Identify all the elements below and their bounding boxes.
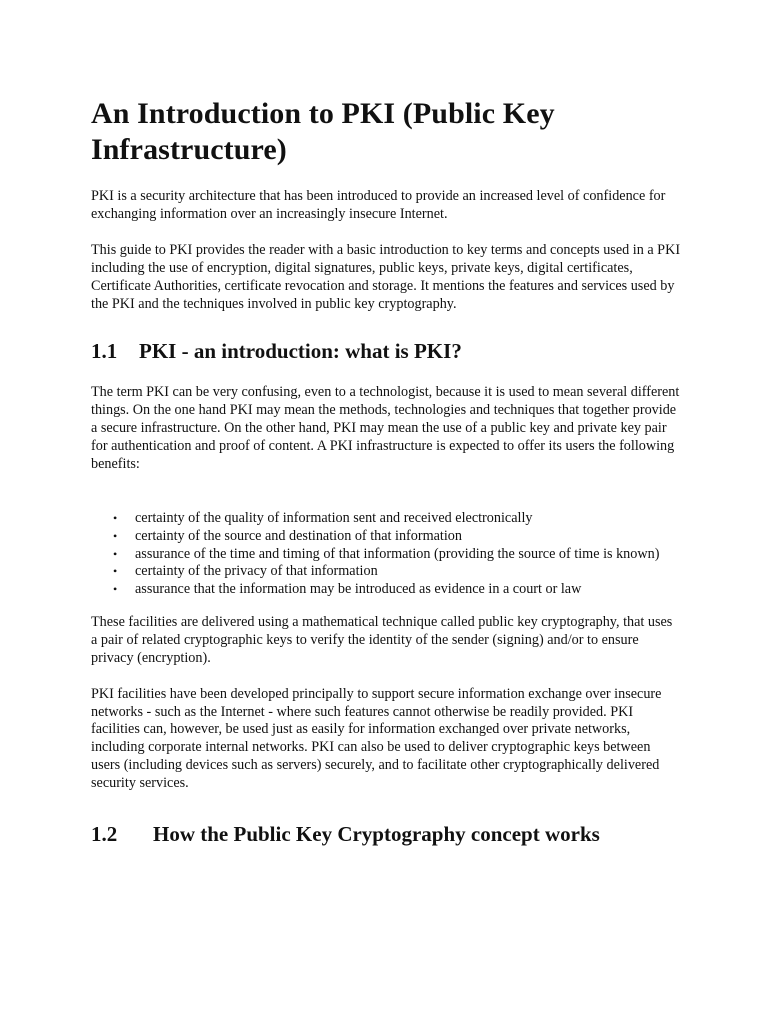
list-item: • assurance that the information may be introduced as evidence in a court or law (113, 581, 582, 598)
section-1-title: PKI - an introduction: what is PKI? (139, 339, 462, 364)
bullet-icon: • (113, 510, 118, 525)
bullet-icon: • (113, 528, 118, 543)
list-item: • certainty of the quality of information sent and received electronically (113, 509, 533, 526)
section-2-number: 1.2 (91, 822, 118, 847)
section-2-title: How the Public Key Cryptography concept works (153, 822, 600, 847)
list-item: • certainty of the source and destination of that information (113, 527, 462, 544)
bullet-icon: • (113, 564, 118, 579)
bullet-icon: • (113, 546, 118, 561)
section-1-paragraph-2: These facilities are delivered using a mathematical technique called public key cryptography, that uses a pair of related cryptographic keys to verify the identity of the sender (signing) and/or to ensure privacy (encryption). (91, 613, 673, 666)
intro-paragraph-2: This guide to PKI provides the reader with a basic introduction to key terms and concepts used in a PKI including the use of encryption, digital signatures, public keys, private keys, digital certificates, Certificate Authorities, certificate revocation and storage. It mentions the features and services used by the PKI and the techniques involved in public key cryptography. (91, 241, 681, 312)
section-2-heading (91, 821, 681, 847)
section-1-number: 1.1 (91, 339, 118, 364)
intro-paragraph-1: PKI is a security architecture that has been introduced to provide an increased level of confidence for exchanging information over an increasingly insecure Internet. (91, 188, 666, 222)
bullet-icon: • (113, 582, 118, 597)
section-1-paragraph-1: The term PKI can be very confusing, even to a technologist, because it is used to mean several different things. On the one hand PKI may mean the methods, technologies and techniques that together provide a secure infrastructure. On the other hand, PKI may mean the use of a public key and private key pair for authentication and proof of content. A PKI infrastructure is expected to offer its users the following benefits: (91, 384, 680, 473)
document-page (91, 96, 681, 847)
section-1-heading (91, 338, 681, 364)
document-title: An Introduction to PKI (Public Key Infrastructure) (91, 97, 555, 166)
benefits-list (91, 510, 681, 599)
list-item: • assurance of the time and timing of that information (providing the source of time is known) (113, 545, 660, 562)
section-1-paragraph-3: PKI facilities have been developed principally to support secure information exchange over insecure networks - such as the Internet - where such features cannot otherwise be readily provided. PKI facilities can, however, be used just as easily for information exchanged over private networks, including corporate internal networks. PKI can also be used to deliver cryptographic keys between users (including devices such as servers) securely, and to facilitate other cryptographically delivered security services. (91, 685, 662, 792)
list-item: • certainty of the privacy of that information (113, 563, 378, 580)
